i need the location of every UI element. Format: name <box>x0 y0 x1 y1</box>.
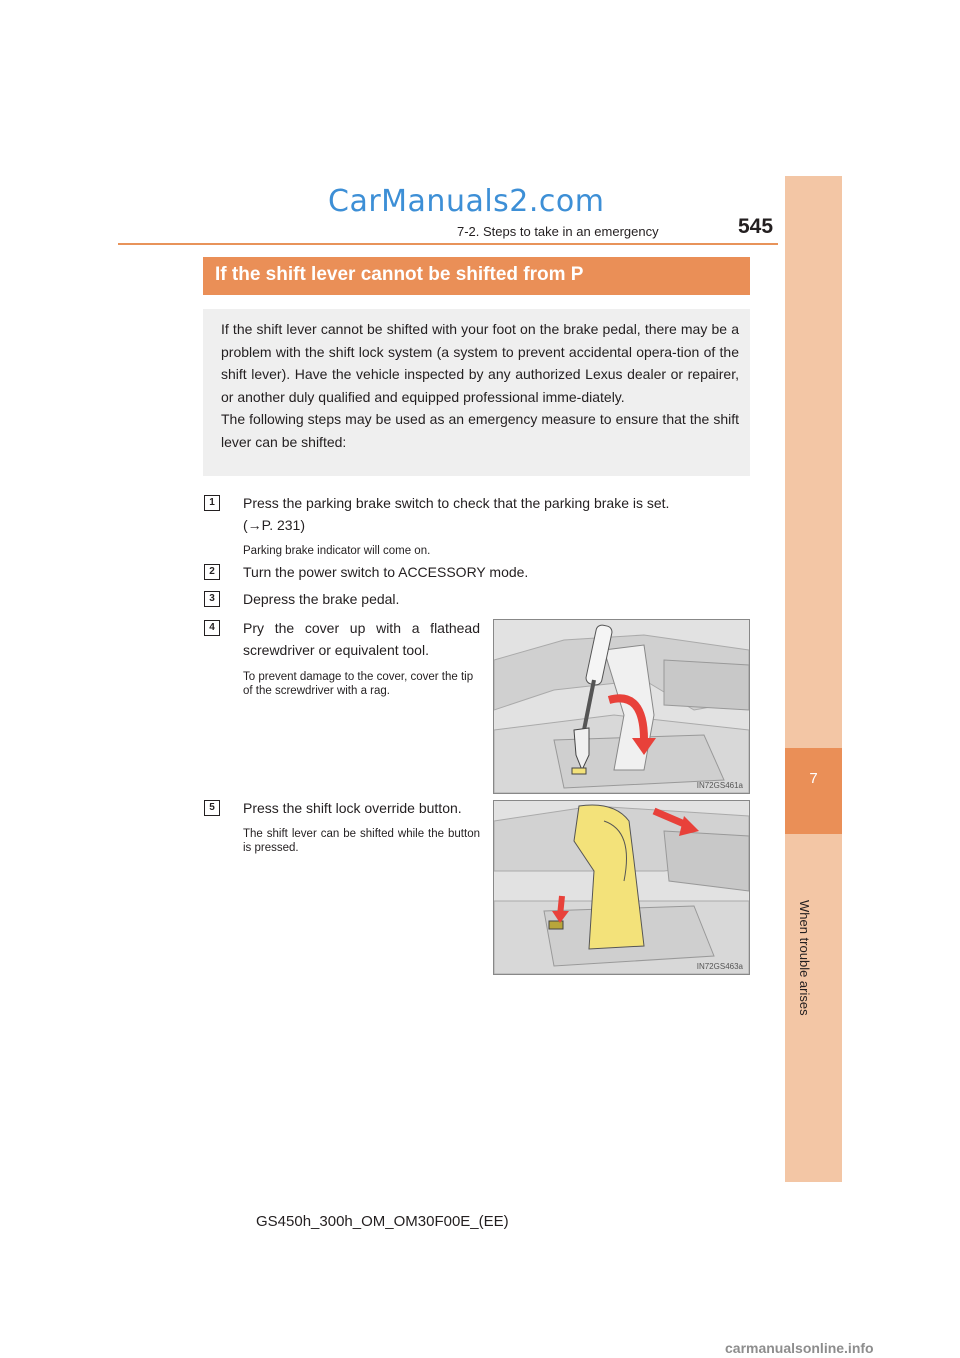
figure-shift-lock-button <box>493 800 750 975</box>
step-5-note: The shift lever can be shifted while the button is pressed. <box>243 828 480 854</box>
step-number-1: 1 <box>204 495 220 511</box>
page-number: 545 <box>738 215 774 238</box>
watermark-top: CarManuals2.com <box>328 184 605 219</box>
step-number-2: 2 <box>204 564 220 580</box>
step-3-text: Depress the brake pedal. <box>243 591 400 607</box>
step-5-text: Press the shift lock override button. <box>243 800 462 816</box>
step-1-text: Press the parking brake switch to check that the parking brake is set. <box>243 495 670 511</box>
figure-code-4: IN72GS461a <box>696 781 743 790</box>
header-rule <box>118 243 778 245</box>
step-number-3: 3 <box>204 591 220 607</box>
pry-cover-illustration <box>494 620 749 793</box>
side-tab-number: 7 <box>809 770 818 787</box>
section-heading: If the shift lever cannot be shifted from P <box>215 264 584 285</box>
intro-paragraph-2: The following steps may be used as an emergency measure to ensure that the shift lever can be shifted: <box>221 411 739 450</box>
side-tab-number-block <box>785 748 842 834</box>
side-tab <box>785 176 842 1182</box>
shift-lock-illustration <box>494 801 749 974</box>
intro-text <box>221 318 739 454</box>
step-2-text: Turn the power switch to ACCESSORY mode. <box>243 564 529 580</box>
step-1-reference[interactable]: (→P. 231) <box>243 517 305 533</box>
step-1-note: Parking brake indicator will come on. <box>243 545 431 557</box>
document-code: GS450h_300h_OM_OM30F00E_(EE) <box>256 1213 509 1230</box>
figure-pry-cover <box>493 619 750 794</box>
step-4-text: Pry the cover up with a flathead screwdriver or equivalent tool. <box>243 620 480 658</box>
step-4-note: To prevent damage to the cover, cover the tip of the screwdriver with a rag. <box>243 671 474 697</box>
section-title: 7-2. Steps to take in an emergency <box>457 224 659 239</box>
intro-paragraph-1: If the shift lever cannot be shifted with your foot on the brake pedal, there may be a problem with the shift lock system (a system to prevent accidental opera-tion of the shift lever). Have the vehicle inspected by any authorized Lexus dealer or repairer, or another duly qualified and equipped professional imme-diately. <box>221 321 739 405</box>
step-number-5: 5 <box>204 800 220 816</box>
figure-code-5: IN72GS463a <box>696 962 743 971</box>
side-tab-label: When trouble arises <box>797 900 812 1016</box>
watermark-bottom: carmanualsonline.info <box>725 1340 874 1356</box>
step-number-4: 4 <box>204 620 220 636</box>
